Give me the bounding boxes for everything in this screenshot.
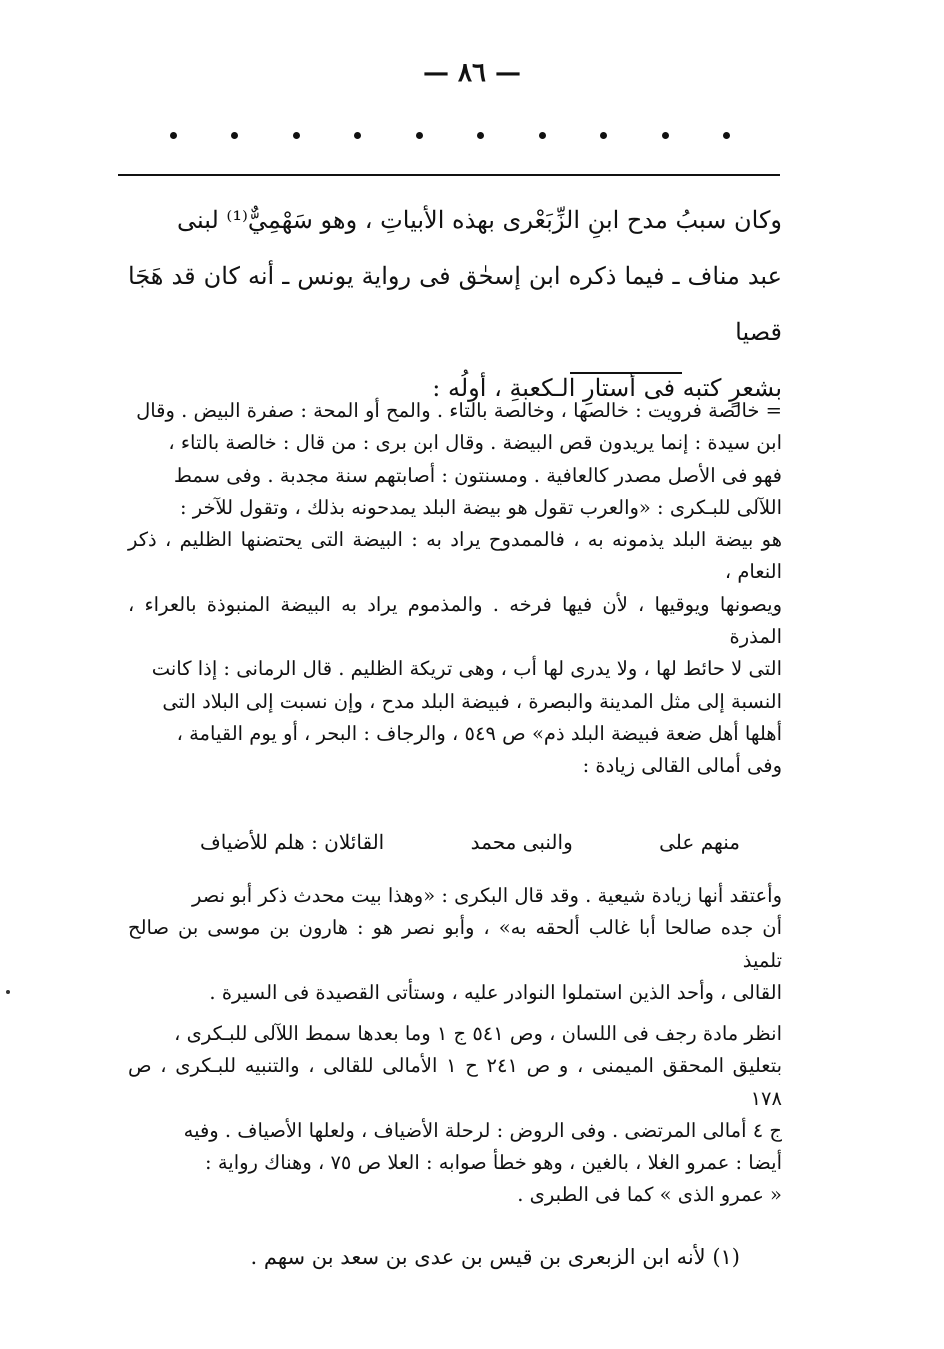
note-line: وأعتقد أنها زيادة شيعية . وقد قال البكرى : «وهذا بيت محدث ذكر أبو نصر: [192, 884, 782, 907]
notes-block-3: [128, 1018, 782, 1212]
text-line: عبد مناف ـ فيما ذكره ابن إسحٰق فى رواية يونس ـ أنه كان قد هَجَا قصيا: [128, 262, 782, 346]
note-line: القالى ، وأحد الذين استملوا النوادر عليه ، وستأتى القصيدة فى السيرة .: [209, 980, 782, 1004]
ornament-dots: [170, 132, 730, 139]
top-divider: [118, 174, 780, 176]
note-line: = خالصة فرويت : خالصها ، وخالصة بالتاء . والمح أو المحة : صفرة البيض . وقال: [136, 399, 782, 422]
note-line: « عمرو الذى » كما فى الطبرى .: [517, 1183, 782, 1207]
note-line: ويصونها ويوقيها ، لأن فيها فرخه . والمذموم يراد به البيضة المنبوذة بالعراء ، المذرة: [128, 592, 782, 649]
note-line: أيضا : عمرو الغلا ، بالغين ، وهو خطأ صوابه : العلا ص ٧٥ ، وهناك رواية :: [205, 1151, 782, 1175]
notes-block-2: [128, 880, 782, 1009]
dot: [539, 132, 546, 139]
note-line: هو بيضة البلد يذمونه به ، فالممدوح يراد به : البيضة التى يحتضنها الظليم ، ذكر النعام ،: [128, 528, 782, 584]
dot: [723, 132, 730, 139]
text-line: وكان سببُ مدح ابنِ الزِّبَعْرى بهذه الأبياتِ ، وهو سَهْمِيٌّ⁽¹⁾ لبنى: [177, 206, 782, 234]
page-number: — ٨٦ —: [422, 58, 522, 88]
verse-hemistich-a-2: والنبى محمد: [470, 830, 573, 854]
note-line: أن جده صالحا أبا غالب ألحقه به» ، وأبو نصر هو : هارون بن موسى بن صالح تلميذ: [128, 916, 782, 972]
dot: [231, 132, 238, 139]
verse-hemistich-b: القائلان : هلم للأضياف: [200, 830, 385, 854]
dot: [416, 132, 423, 139]
note-line: ابن سيدة : إنما يريدون قص البيضة . وقال ابن برى : من قال : خالصة بالتاء ،: [168, 431, 782, 455]
dot: [477, 132, 484, 139]
main-text: [128, 192, 782, 416]
notes-block-1: [128, 395, 782, 783]
note-line: اللآلى للبـكرى : «والعرب تقول هو بيضة البلد يمدحونه بذلك ، وتقول للآخر :: [179, 495, 782, 519]
verse: [200, 826, 740, 858]
footnote: (١) لأنه ابن الزبعرى بن قيس بن عدى بن سعد بن سهم .: [250, 1245, 740, 1269]
note-line: التى لا حائط لها ، ولا يدرى لها أب ، وهى تريكة الظليم . قال الرمانى : إذا كانت: [151, 657, 782, 681]
dot: [170, 132, 177, 139]
dot: [293, 132, 300, 139]
margin-mark: [6, 990, 10, 994]
note-line: فهو فى الأصل مصدر كالعافية . ومسنتون : أصابتهم سنة مجدبة . وفى سمط: [173, 463, 782, 487]
dot: [354, 132, 361, 139]
note-line: وفى أمالى القالى زيادة :: [582, 754, 782, 778]
text-line: بشعرٍ كتبه فى أستارِ الـكعبةِ ، أولُه :: [432, 374, 782, 402]
verse-hemistich-a-1: منهم على: [659, 830, 740, 854]
note-line: ج ٤ أمالى المرتضى . وفى الروض : لرحلة الأضياف ، ولعلها الأصياف . وفيه: [183, 1118, 782, 1142]
note-line: انظر مادة رجف فى اللسان ، وص ٥٤١ ج ١ وما بعدها سمط اللآلى للبـكرى ،: [174, 1022, 782, 1045]
notes-divider: [570, 372, 682, 374]
note-line: النسبة إلى مثل المدينة والبصرة ، فبيضة البلد مدح ، وإن نسبت إلى البلاد التى: [162, 689, 782, 713]
dot: [662, 132, 669, 139]
note-line: بتعليق المحقق الميمنى ، و ص ٢٤١ ح ١ الأمالى للقالى ، والتنبيه للبـكرى ، ص ١٧٨: [128, 1054, 783, 1110]
note-line: أهلها أهل ضعة فبيضة البلد ذم» ص ٥٤٩ ، والرجاف : البحر ، أو يوم القيامة ،: [176, 721, 782, 745]
dot: [600, 132, 607, 139]
